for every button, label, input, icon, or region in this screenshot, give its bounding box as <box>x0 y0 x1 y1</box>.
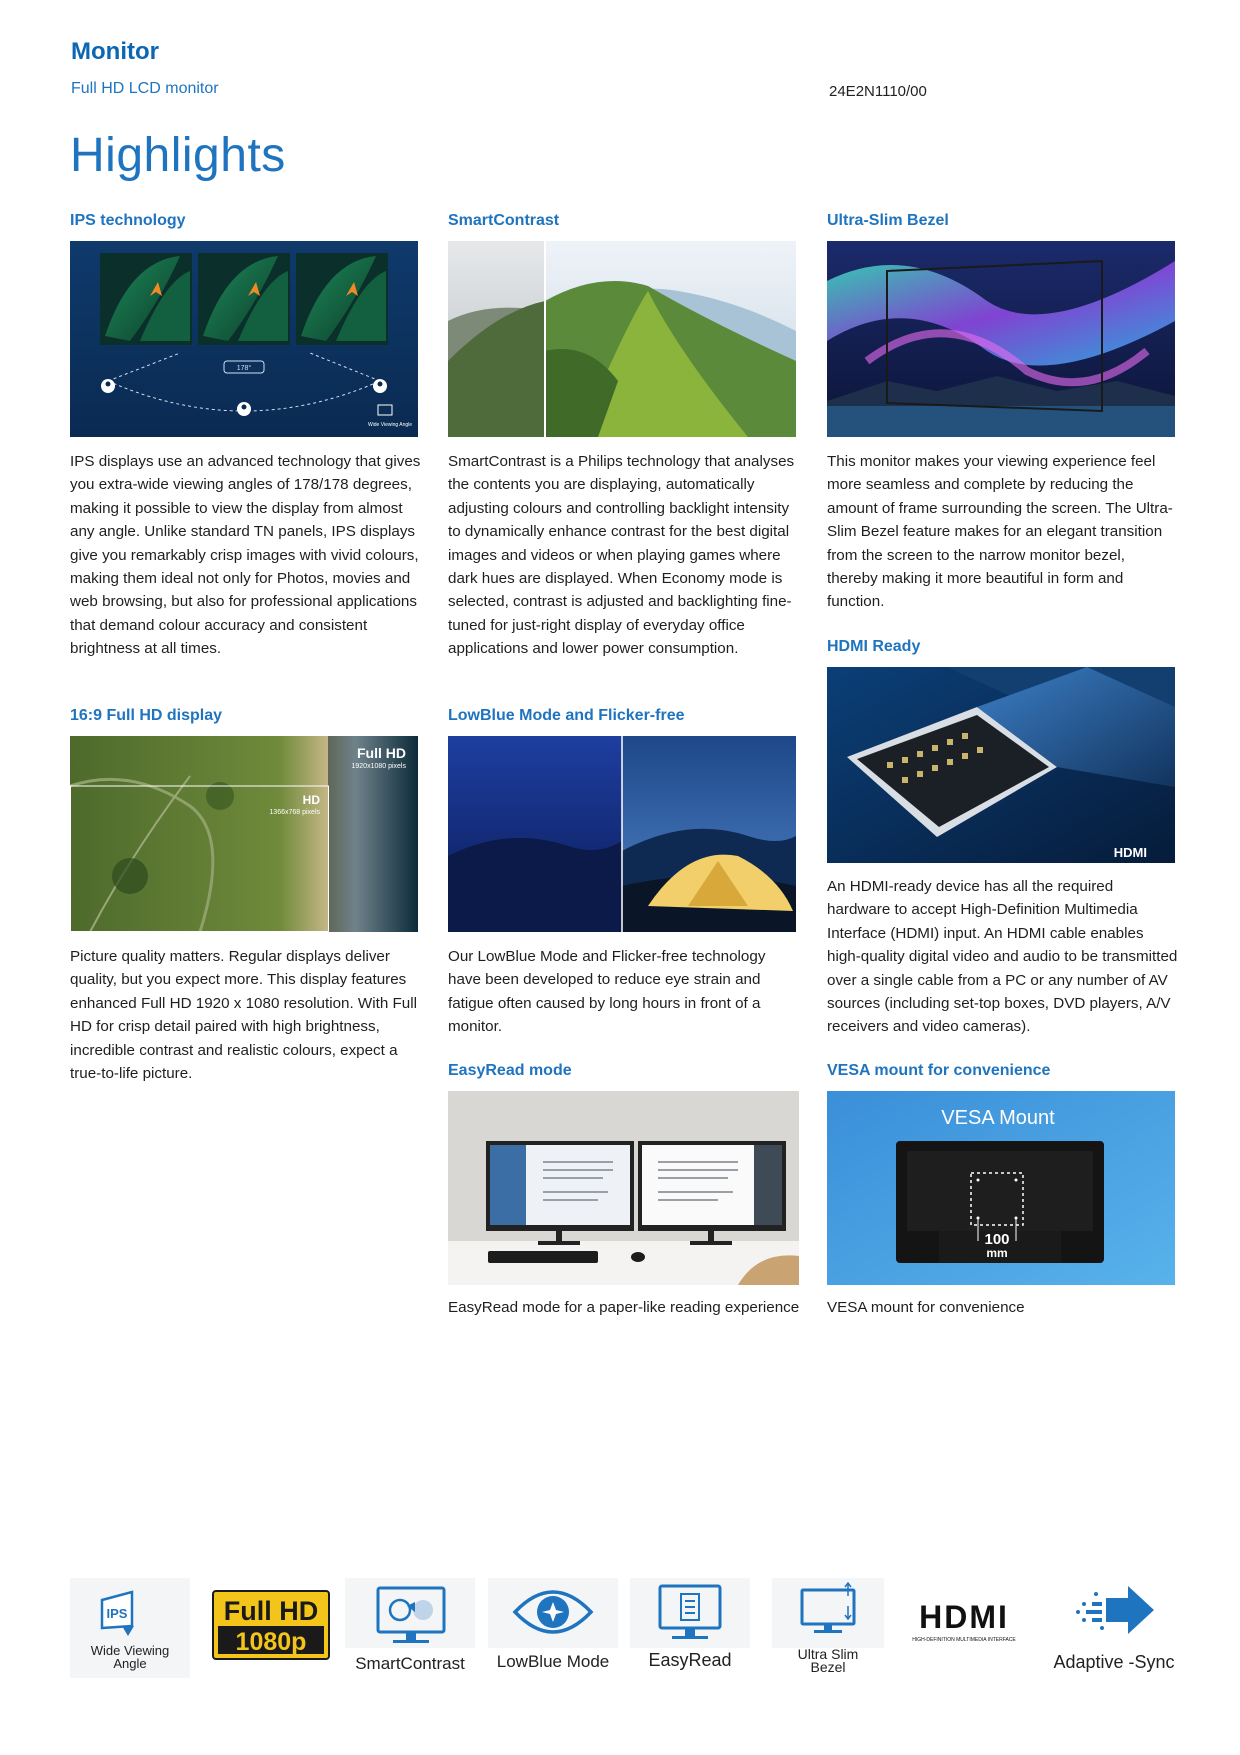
easyread-icon <box>630 1578 750 1678</box>
fullhd-badge-line-1: Full HD <box>223 1596 319 1626</box>
bezel-strip-label-2: Bezel <box>810 1659 846 1675</box>
ips-feature-image <box>70 241 418 437</box>
fullhd-badge-line-2: 1080p <box>235 1628 307 1656</box>
bezel-feature-title: Ultra-Slim Bezel <box>827 212 949 229</box>
hdmi-logo-icon <box>902 1578 1032 1678</box>
easyread-feature-text: EasyRead mode for a paper-like reading experience <box>448 1299 800 1316</box>
ips-angle-label: 178° <box>236 365 252 372</box>
easyread-feature-title: EasyRead mode <box>448 1062 572 1079</box>
adaptive-sync-icon <box>1048 1578 1180 1678</box>
feature-icon-strip <box>70 1578 1180 1678</box>
fullhd-image-sublabel: 1920x1080 pixels <box>351 763 406 770</box>
bezel-feature-text: This monitor makes your viewing experience feel more seamless and complete by reducing the amount of frame surrounding the screen. The Ultra-Slim Bezel feature makes for an elegant transition from the screen to the narrow monitor bezel, thereby making it more beautiful in form and function. <box>827 453 1173 611</box>
lowblue-feature-text: Our LowBlue Mode and Flicker-free technology have been developed to reduce eye strain and fatigue often caused by long hours in front of a monitor. <box>448 948 766 1036</box>
smartcontrast-feature-image <box>448 241 796 437</box>
lowblue-strip-label: LowBlue Mode <box>496 1652 610 1671</box>
vesa-feature-text: VESA mount for convenience <box>827 1299 1025 1316</box>
vesa-size-value: 100 <box>984 1231 1010 1248</box>
vesa-feature-image <box>827 1091 1175 1285</box>
product-category-title: Monitor <box>71 38 159 65</box>
adaptive-sync-strip-label: Adaptive -Sync <box>1053 1652 1175 1672</box>
vesa-feature-title: VESA mount for convenience <box>827 1062 1051 1079</box>
fullhd-feature-image <box>70 736 418 932</box>
ultra-slim-bezel-icon <box>772 1578 884 1678</box>
smartcontrast-feature-text: SmartContrast is a Philips technology that analyses the contents you are displaying, automatically adjusting colours and controlling backlight intensity to dynamically enhance contrast for the best digital images and videos or when playing games where dark hues are displayed. When Economy mode is selected, contrast is adjusted and backlighting fine-tuned for just-right display of everyday office applications and lower power consumption. <box>448 453 795 658</box>
easyread-feature-image <box>448 1091 799 1285</box>
hdmi-feature-text: An HDMI-ready device has all the required hardware to accept High-Definition Multimedia Interface (HDMI) input. An HDMI cable enables high-quality digital video and audio to be transmitted over a single cable from a PC or any number of AV sources (including set-top boxes, DVD players, A/V receivers and video cameras). <box>827 878 1178 1036</box>
smartcontrast-feature-title: SmartContrast <box>448 212 560 229</box>
ips-image-caption: Wide Viewing Angle <box>367 422 413 428</box>
ips-badge-text: IPS <box>106 1606 128 1621</box>
lowblue-eye-icon <box>488 1578 618 1678</box>
ips-feature-title: IPS technology <box>70 212 186 229</box>
ips-wide-angle-icon <box>70 1578 190 1678</box>
model-number: 24E2N1110/00 <box>829 83 927 100</box>
vesa-image-label: VESA Mount <box>941 1107 1055 1129</box>
hdmi-logo-text: HDMI <box>919 1599 1009 1635</box>
smartcontrast-icon <box>345 1578 475 1678</box>
highlights-heading: Highlights <box>70 129 286 182</box>
vesa-size-unit: mm <box>986 1246 1008 1260</box>
ips-strip-label-2: Angle <box>113 1656 147 1671</box>
hdmi-feature-image <box>827 667 1175 863</box>
fullhd-1080p-icon <box>212 1578 330 1678</box>
product-subtitle: Full HD LCD monitor <box>71 80 219 97</box>
ips-strip-label-1: Wide Viewing <box>90 1643 170 1658</box>
fullhd-feature-text: Picture quality matters. Regular displays deliver quality, but you expect more. This display features enhanced Full HD 1920 x 1080 resolution. With Full HD for crisp detail paired with high brightness, incredible contrast and realistic colours, expect a true-to-life picture. <box>70 948 417 1083</box>
lowblue-feature-title: LowBlue Mode and Flicker-free <box>448 707 685 724</box>
ips-feature-text: IPS displays use an advanced technology that gives you extra-wide viewing angles of 178/178 degrees, making it possible to view the display from almost any angle. Unlike standard TN panels, IPS displays give you remarkably crisp images with vivid colours, making them ideal not only for Photos, movies and web browsing, but also for professional applications that demand colour accuracy and consistent brightness at all times. <box>70 453 421 658</box>
hdmi-logo-tagline: HIGH-DEFINITION MULTIMEDIA INTERFACE <box>912 1637 1016 1643</box>
bezel-strip-label-1: Ultra Slim <box>797 1646 859 1662</box>
lowblue-feature-image <box>448 736 796 932</box>
bezel-feature-image <box>827 241 1175 437</box>
hd-image-sublabel: 1366x768 pixels <box>269 809 320 816</box>
fullhd-feature-title: 16:9 Full HD display <box>70 707 223 724</box>
hdmi-feature-title: HDMI Ready <box>827 638 921 655</box>
smartcontrast-strip-label: SmartContrast <box>355 1654 465 1673</box>
fullhd-image-label: Full HD <box>357 745 406 761</box>
hd-image-label: HD <box>302 793 320 807</box>
hdmi-image-label: HDMI <box>1113 845 1147 860</box>
easyread-strip-label: EasyRead <box>648 1650 732 1670</box>
